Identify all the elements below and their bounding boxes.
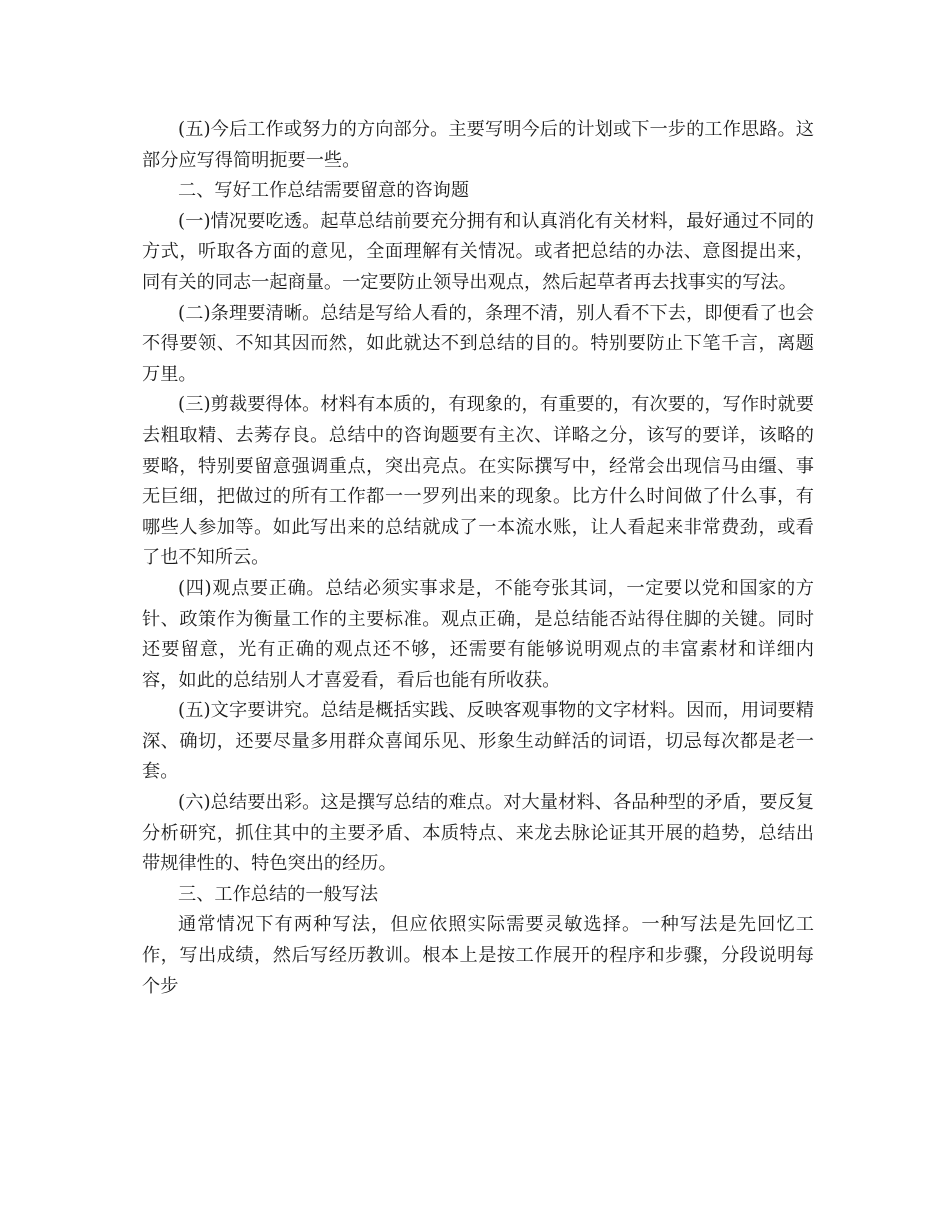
paragraph-general-method: 通常情况下有两种写法，但应依照实际需要灵敏选择。一种写法是先回忆工作，写出成绩，然后写经历教训。根本上是按工作展开的程序和步骤，分段说明每个步 [142, 914, 814, 997]
paragraph-refined-wording: (五)文字要讲究。总结是概括实践、反映客观事物的文字材料。因而，用词要精深、确切，还要尽量多用群众喜闻乐见、形象生动鲜活的词语，切忌每次都是老一套。 [142, 700, 814, 783]
paragraph-clear-structure: (二)条理要清晰。总结是写给人看的，条理不清，别人看不下去，即便看了也会不得要领、不知其因而然，如此就达不到总结的目的。特别要防止下笔千言，离题万里。 [142, 302, 814, 385]
paragraph-proper-editing: (三)剪裁要得体。材料有本质的，有现象的，有重要的，有次要的，写作时就要去粗取精、去莠存良。总结中的咨询题要有主次、详略之分，该写的要详，该略的要略，特别要留意强调重点，突出亮点。在实际撰写中，经常会出现信马由缰、事无巨细，把做过的所有工作都一一罗列出来的现象。比方什么时间做了什么事，有哪些人参加等。如此写出来的总结就成了一本流水账，让人看起来非常费劲，或看了也不知所云。 [142, 394, 814, 569]
paragraph-understand-situation: (一)情况要吃透。起草总结前要充分拥有和认真消化有关材料，最好通过不同的方式，听取各方面的意见，全面理解有关情况。或者把总结的办法、意图提出来，同有关的同志一起商量。一定要防止领导出观点，然后起草者再去找事实的写法。 [142, 210, 814, 293]
paragraph-outstanding-summary: (六)总结要出彩。这是撰写总结的难点。对大量材料、各品种型的矛盾，要反复分析研究，抓住其中的主要矛盾、本质特点、来龙去脉论证其开展的趋势，总结出带规律性的、特色突出的经历。 [142, 792, 814, 875]
document-body [142, 115, 814, 1002]
section-heading-three: 三、工作总结的一般写法 [178, 883, 379, 905]
paragraph-correct-viewpoint: (四)观点要正确。总结必须实事求是，不能夸张其词，一定要以党和国家的方针、政策作为衡量工作的主要标准。观点正确，是总结能否站得住脚的关键。同时还要留意，光有正确的观点还不够，还需要有能够说明观点的丰富素材和详细内容，如此的总结别人才喜爱看，看后也能有所收获。 [142, 577, 814, 691]
section-heading-two: 二、写好工作总结需要留意的咨询题 [178, 180, 470, 202]
paragraph-future-direction: (五)今后工作或努力的方向部分。主要写明今后的计划或下一步的工作思路。这部分应写得简明扼要一些。 [142, 119, 814, 171]
